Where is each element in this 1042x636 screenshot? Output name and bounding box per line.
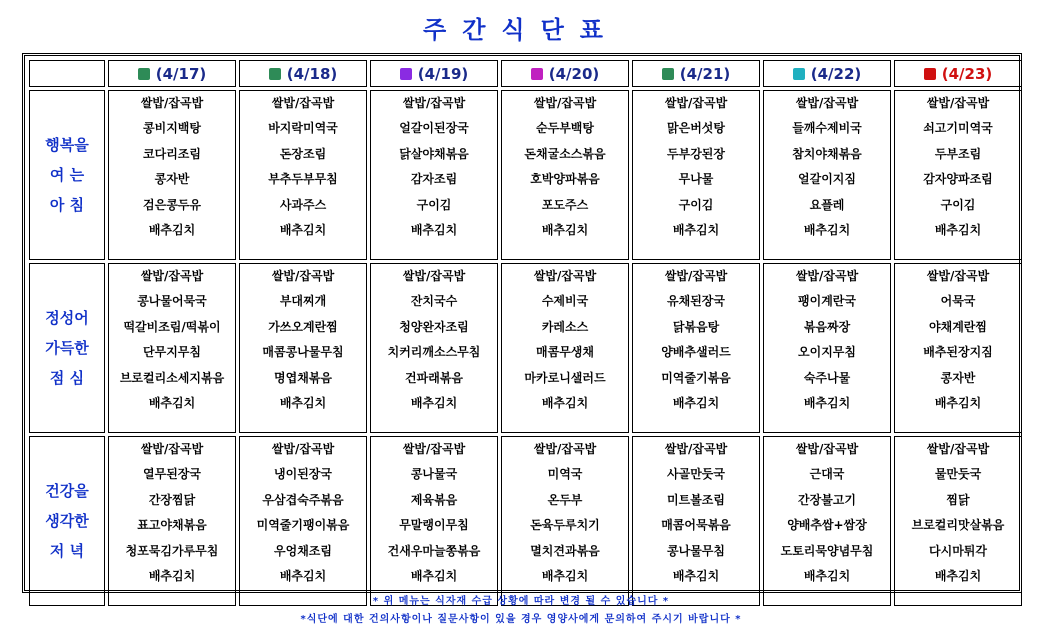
menu-item: 무말랭이무침 <box>399 518 469 533</box>
menu-item: 배추김치 <box>934 222 982 237</box>
notice-menu-change: * 위 메뉴는 식자재 수급 상황에 따라 변경 될 수 있습니다 * <box>372 596 670 607</box>
menu-item: 매콤어묵볶음 <box>661 518 731 533</box>
menu-cell <box>239 90 367 260</box>
menu-item: 오이지무침 <box>798 345 856 360</box>
menu-item: 쌀밥/잡곡밥 <box>533 96 597 110</box>
menu-item: 돈육두루치기 <box>530 518 600 533</box>
menu-item: 팽이계란국 <box>798 294 856 309</box>
menu-item: 콩비지백탕 <box>143 121 201 136</box>
day-date: (4/19) <box>417 64 469 83</box>
menu-item: 배추김치 <box>279 222 327 237</box>
menu-item: 사과주스 <box>279 197 327 212</box>
menu-item: 건새우마늘쫑볶음 <box>387 543 481 558</box>
meal-row <box>29 263 1022 433</box>
menu-item: 치커리깨소스무침 <box>387 345 481 360</box>
meal-label <box>29 263 105 433</box>
bear-icon <box>138 68 150 80</box>
menu-item: 요플레 <box>809 197 845 212</box>
meal-label-line: 점 심 <box>49 369 85 387</box>
menu-item: 배추김치 <box>803 568 851 583</box>
menu-cell <box>108 436 236 606</box>
menu-item: 배추김치 <box>803 222 851 237</box>
cup-icon <box>662 68 674 80</box>
menu-item: 감자양파조림 <box>923 172 993 187</box>
menu-item: 쌀밥/잡곡밥 <box>271 442 335 456</box>
menu-item: 쌀밥/잡곡밥 <box>140 442 204 456</box>
menu-item: 쌀밥/잡곡밥 <box>795 96 859 110</box>
menu-item: 쌀밥/잡곡밥 <box>533 442 597 456</box>
menu-item: 간장불고기 <box>798 492 856 507</box>
meal-label-line: 행복을 <box>45 136 89 154</box>
menu-item: 배추김치 <box>934 395 982 410</box>
menu-item: 매콤무생채 <box>536 345 594 360</box>
day-date: (4/23) <box>941 64 993 83</box>
menu-item: 근대국 <box>809 467 845 482</box>
menu-item: 배추김치 <box>279 568 327 583</box>
day-header <box>894 60 1022 87</box>
menu-item: 숙주나물 <box>803 370 851 385</box>
menu-item: 닭볶음탕 <box>672 319 720 334</box>
day-header <box>763 60 891 87</box>
menu-item: 청포묵김가루무침 <box>125 543 219 558</box>
meal-label-line: 여 는 <box>49 166 85 184</box>
meal-row <box>29 436 1022 606</box>
menu-item: 도토리묵양념무침 <box>780 543 874 558</box>
menu-cell <box>894 436 1022 606</box>
menu-item: 배추김치 <box>410 395 458 410</box>
menu-item: 포도주스 <box>541 197 589 212</box>
menu-item: 간장찜닭 <box>148 492 196 507</box>
menu-item: 사골만둣국 <box>667 467 725 482</box>
menu-item: 쌀밥/잡곡밥 <box>664 269 728 283</box>
menu-item: 쌀밥/잡곡밥 <box>795 269 859 283</box>
menu-item: 다시마튀각 <box>929 543 987 558</box>
menu-cell <box>108 90 236 260</box>
menu-item: 잔치국수 <box>410 294 458 309</box>
menu-cell <box>370 436 498 606</box>
rabbit-icon <box>269 68 281 80</box>
menu-item: 쌀밥/잡곡밥 <box>271 96 335 110</box>
menu-item: 쌀밥/잡곡밥 <box>926 269 990 283</box>
menu-item: 배추김치 <box>672 568 720 583</box>
menu-item: 멸치견과볶음 <box>530 543 600 558</box>
menu-cell <box>239 263 367 433</box>
menu-item: 쌀밥/잡곡밥 <box>402 269 466 283</box>
menu-item: 미역줄기볶음 <box>661 370 731 385</box>
menu-item: 떡갈비조림/떡볶이 <box>123 319 221 334</box>
menu-item: 쌀밥/잡곡밥 <box>926 96 990 110</box>
menu-item: 참치야채볶음 <box>792 146 862 161</box>
menu-item: 마카로니샐러드 <box>524 370 606 385</box>
menu-item: 들깨수제비국 <box>792 121 862 136</box>
menu-item: 미트볼조림 <box>667 492 725 507</box>
menu-item: 호박양파볶음 <box>530 172 600 187</box>
menu-item: 쌀밥/잡곡밥 <box>271 269 335 283</box>
menu-item: 구이김 <box>678 197 714 212</box>
menu-cell <box>763 263 891 433</box>
menu-item: 쌀밥/잡곡밥 <box>926 442 990 456</box>
menu-cell <box>108 263 236 433</box>
day-header <box>501 60 629 87</box>
menu-item: 구이김 <box>940 197 976 212</box>
menu-item: 쌀밥/잡곡밥 <box>533 269 597 283</box>
menu-item: 온두부 <box>547 492 583 507</box>
flag-icon <box>793 68 805 80</box>
corner-cell <box>29 60 105 87</box>
menu-cell <box>632 90 760 260</box>
menu-item: 부대찌개 <box>279 294 327 309</box>
bell-icon <box>924 68 936 80</box>
menu-item: 얼갈이된장국 <box>399 121 469 136</box>
menu-item: 볶음짜장 <box>803 319 851 334</box>
menu-item: 콩나물어묵국 <box>137 294 207 309</box>
menu-item: 찜닭 <box>946 492 970 507</box>
menu-item: 쌀밥/잡곡밥 <box>664 96 728 110</box>
menu-cell <box>239 436 367 606</box>
menu-item: 냉이된장국 <box>274 467 332 482</box>
menu-item: 제육볶음 <box>410 492 458 507</box>
menu-item: 배추김치 <box>541 568 589 583</box>
menu-item: 미역국 <box>547 467 583 482</box>
menu-item: 콩자반 <box>940 370 976 385</box>
menu-item: 유채된장국 <box>667 294 725 309</box>
menu-item: 브로컬리소세지볶음 <box>119 370 225 385</box>
day-header <box>239 60 367 87</box>
menu-item: 건파래볶음 <box>405 370 463 385</box>
menu-item: 감자조림 <box>410 172 458 187</box>
menu-item: 배추김치 <box>672 222 720 237</box>
menu-item: 쌀밥/잡곡밥 <box>140 96 204 110</box>
menu-item: 쌀밥/잡곡밥 <box>402 442 466 456</box>
menu-item: 어묵국 <box>940 294 976 309</box>
menu-item: 콩자반 <box>154 172 190 187</box>
meal-label <box>29 436 105 606</box>
menu-item: 쌀밥/잡곡밥 <box>402 96 466 110</box>
notice-inquiry: *식단에 대한 건의사항이나 질문사항이 있을 경우 영양사에게 문의하여 주시기 바랍니다 * <box>300 614 742 625</box>
menu-item: 코다리조림 <box>143 146 201 161</box>
meal-label-line: 정성어 <box>45 309 89 327</box>
menu-item: 배추김치 <box>803 395 851 410</box>
menu-item: 돈장조림 <box>279 146 327 161</box>
menu-item: 매콤콩나물무침 <box>262 345 344 360</box>
page-title: 주간식단표 <box>423 16 619 44</box>
day-date: (4/21) <box>679 64 731 83</box>
menu-item: 바지락미역국 <box>268 121 338 136</box>
menu-item: 미역줄기팽이볶음 <box>256 518 350 533</box>
menu-cell <box>501 90 629 260</box>
menu-item: 배추김치 <box>410 222 458 237</box>
menu-item: 표고야채볶음 <box>137 518 207 533</box>
menu-item: 쌀밥/잡곡밥 <box>795 442 859 456</box>
menu-item: 순두부백탕 <box>536 121 594 136</box>
day-header <box>370 60 498 87</box>
meal-label-line: 건강을 <box>45 482 89 500</box>
menu-item: 구이김 <box>416 197 452 212</box>
menu-item: 배추김치 <box>148 395 196 410</box>
menu-item: 배추김치 <box>672 395 720 410</box>
menu-item: 야채계란찜 <box>929 319 987 334</box>
menu-item: 두부강된장 <box>667 146 725 161</box>
menu-item: 맑은버섯탕 <box>667 121 725 136</box>
menu-cell <box>632 263 760 433</box>
menu-item: 가쓰오계란찜 <box>268 319 338 334</box>
menu-item: 청양완자조림 <box>399 319 469 334</box>
menu-item: 쌀밥/잡곡밥 <box>140 269 204 283</box>
menu-item: 배추김치 <box>934 568 982 583</box>
menu-item: 열무된장국 <box>143 467 201 482</box>
menu-cell <box>632 436 760 606</box>
day-date: (4/18) <box>286 64 338 83</box>
menu-item: 양배추샐러드 <box>661 345 731 360</box>
menu-item: 콩나물국 <box>410 467 458 482</box>
meal-label-line: 아 침 <box>49 196 85 214</box>
meal-label <box>29 90 105 260</box>
gift-icon <box>531 68 543 80</box>
menu-item: 두부조림 <box>934 146 982 161</box>
menu-item: 부추두부무침 <box>268 172 338 187</box>
menu-item: 양배추쌈+쌈장 <box>787 518 867 533</box>
menu-item: 물만둣국 <box>934 467 982 482</box>
menu-item: 닭살야채볶음 <box>399 146 469 161</box>
menu-item: 돈채굴소스볶음 <box>524 146 606 161</box>
meal-label-line: 생각한 <box>45 512 89 530</box>
day-header <box>632 60 760 87</box>
menu-item: 수제비국 <box>541 294 589 309</box>
menu-cell <box>501 263 629 433</box>
menu-cell <box>370 263 498 433</box>
weekly-menu-table <box>26 57 1025 609</box>
menu-cell <box>763 436 891 606</box>
menu-item: 배추김치 <box>410 568 458 583</box>
menu-item: 배추김치 <box>148 222 196 237</box>
day-date: (4/17) <box>155 64 207 83</box>
meal-label-line: 가득한 <box>45 339 89 357</box>
menu-item: 명엽채볶음 <box>274 370 332 385</box>
menu-item: 배추김치 <box>541 395 589 410</box>
menu-item: 단무지무침 <box>143 345 201 360</box>
menu-item: 검은콩두유 <box>143 197 201 212</box>
menu-item: 브로컬리맛살볶음 <box>911 518 1005 533</box>
menu-item: 배추김치 <box>541 222 589 237</box>
menu-cell <box>894 90 1022 260</box>
menu-item: 배추김치 <box>279 395 327 410</box>
header-row <box>29 60 1022 87</box>
menu-item: 배추된장지짐 <box>923 345 993 360</box>
menu-item: 무나물 <box>678 172 714 187</box>
meal-row <box>29 90 1022 260</box>
day-header <box>108 60 236 87</box>
menu-item: 카레소스 <box>541 319 589 334</box>
menu-item: 얼갈이지짐 <box>798 172 856 187</box>
menu-cell <box>501 436 629 606</box>
menu-item: 우삼겹숙주볶음 <box>262 492 344 507</box>
day-date: (4/22) <box>810 64 862 83</box>
meal-label-line: 저 녁 <box>49 542 85 560</box>
menu-item: 콩나물무침 <box>667 543 725 558</box>
tree-icon <box>400 68 412 80</box>
menu-cell <box>763 90 891 260</box>
day-date: (4/20) <box>548 64 600 83</box>
menu-cell <box>894 263 1022 433</box>
menu-item: 쌀밥/잡곡밥 <box>664 442 728 456</box>
menu-cell <box>370 90 498 260</box>
menu-item: 쇠고기미역국 <box>923 121 993 136</box>
menu-item: 우엉채조림 <box>274 543 332 558</box>
menu-item: 배추김치 <box>148 568 196 583</box>
